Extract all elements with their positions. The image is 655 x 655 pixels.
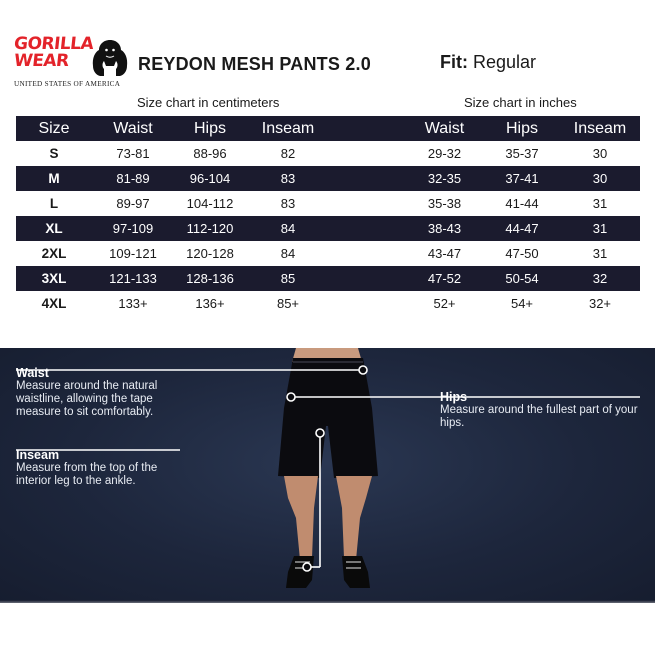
cell-size: M (48, 171, 60, 186)
cell-inseam-in: 30 (592, 171, 608, 186)
cell-hips-in: 44-47 (505, 221, 539, 236)
header-inseam-in: Inseam (573, 120, 627, 137)
cell-size: 4XL (41, 296, 67, 311)
cell-size: S (49, 146, 59, 161)
cell-inseam-in: 32+ (588, 296, 612, 311)
table-row (16, 141, 640, 166)
cell-inseam-in: 31 (592, 246, 608, 261)
table-row (16, 291, 640, 316)
cell-waist-in: 35-38 (427, 196, 462, 211)
cell-hips-in: 37-41 (505, 171, 539, 186)
cell-inseam-cm: 84 (280, 246, 296, 261)
cell-inseam-in: 31 (592, 221, 608, 236)
cell-hips-in: 47-50 (505, 246, 539, 261)
cell-size: L (49, 196, 59, 211)
cell-inseam-cm: 85+ (276, 296, 300, 311)
header-size: Size (38, 120, 70, 137)
cell-waist-in: 38-43 (427, 221, 462, 236)
cell-waist-cm: 73-81 (116, 146, 150, 161)
fit-value: Regular (473, 52, 537, 72)
cell-waist-cm: 109-121 (109, 246, 157, 261)
cell-hips-cm: 136+ (195, 296, 225, 311)
cell-inseam-in: 31 (592, 196, 608, 211)
cell-hips-cm: 120-128 (186, 246, 234, 261)
cell-waist-cm: 133+ (118, 296, 148, 311)
cell-waist-cm: 81-89 (116, 171, 150, 186)
brand-logo-line2: WEAR (13, 51, 70, 71)
cell-inseam-cm: 82 (280, 146, 296, 161)
cell-hips-in: 41-44 (505, 196, 539, 211)
cell-inseam-in: 32 (592, 271, 608, 286)
caption-inches: Size chart in inches (464, 95, 577, 110)
header-hips-cm: Hips (193, 120, 226, 137)
header-waist-in: Waist (424, 120, 465, 137)
brand-logo-line1: GORILLA (13, 34, 95, 54)
inseam-indicator (16, 429, 324, 571)
cell-hips-cm: 104-112 (186, 196, 234, 211)
brand-subtitle: UNITED STATES OF AMERICA (14, 80, 121, 88)
fit-info (440, 52, 536, 73)
model-figure (278, 348, 378, 588)
fit-label: Fit: (440, 52, 468, 72)
cell-waist-in: 29-32 (427, 146, 462, 161)
cell-hips-cm: 128-136 (186, 271, 234, 286)
cell-hips-cm: 88-96 (193, 146, 227, 161)
table-row (16, 166, 640, 191)
cell-hips-in: 50-54 (505, 271, 539, 286)
header-hips-in: Hips (505, 120, 538, 137)
cell-hips-in: 35-37 (505, 146, 539, 161)
cell-size: 3XL (41, 271, 67, 286)
table-row (16, 191, 640, 216)
cell-waist-cm: 89-97 (116, 196, 150, 211)
inseam-description: Measure from the top of the interior leg to the ankle. (16, 462, 158, 487)
cell-hips-cm: 96-104 (189, 171, 231, 186)
inseam-title: Inseam (16, 448, 60, 462)
cell-waist-in: 52+ (433, 296, 456, 311)
product-title: REYDON MESH PANTS 2.0 (138, 54, 371, 74)
hips-title: Hips (440, 390, 468, 404)
cell-size: XL (45, 221, 63, 236)
cell-hips-in: 54+ (510, 296, 534, 311)
waist-description: Measure around the natural waistline, allowing the tape measure to sit comfortably. (16, 380, 158, 418)
table-row (16, 266, 640, 291)
hips-description: Measure around the fullest part of your hips. (440, 404, 638, 429)
header-inseam-cm: Inseam (261, 120, 315, 137)
cell-waist-in: 32-35 (427, 171, 462, 186)
header-waist-cm: Waist (113, 120, 153, 137)
table-header-row (16, 116, 640, 141)
waist-title: Waist (16, 366, 49, 380)
cell-size: 2XL (41, 246, 67, 261)
floor (0, 603, 655, 655)
cell-waist-cm: 97-109 (112, 221, 154, 236)
cell-hips-cm: 112-120 (186, 221, 234, 236)
cell-inseam-cm: 84 (280, 221, 296, 236)
gorilla-icon (90, 38, 130, 78)
cell-waist-in: 47-52 (427, 271, 462, 286)
cell-waist-in: 43-47 (427, 246, 462, 261)
brand-logo (14, 36, 126, 94)
table-row (16, 241, 640, 266)
cell-inseam-in: 30 (592, 146, 608, 161)
cell-waist-cm: 121-133 (109, 271, 157, 286)
caption-centimeters: Size chart in centimeters (137, 95, 280, 110)
cell-inseam-cm: 83 (280, 171, 296, 186)
table-row (16, 216, 640, 241)
cell-inseam-cm: 85 (280, 271, 296, 286)
cell-inseam-cm: 83 (280, 196, 296, 211)
